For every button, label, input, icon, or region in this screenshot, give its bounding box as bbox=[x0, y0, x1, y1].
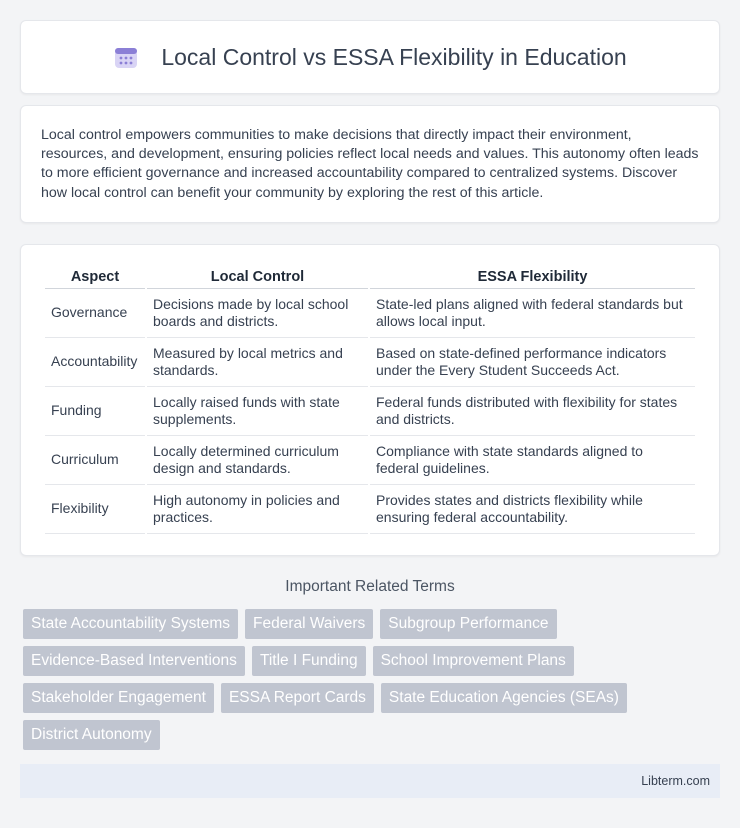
footer-site-link[interactable]: Libterm.com bbox=[641, 774, 710, 788]
table-cell-aspect: Governance bbox=[45, 289, 145, 338]
table-row bbox=[45, 436, 695, 485]
column-header-local-control: Local Control bbox=[147, 265, 368, 289]
table-cell-essa-flexibility: Federal funds distributed with flexibility for states and districts. bbox=[370, 387, 695, 436]
table-header-row bbox=[45, 265, 695, 289]
table-cell-aspect: Accountability bbox=[45, 338, 145, 387]
related-term-tag[interactable]: State Education Agencies (SEAs) bbox=[381, 683, 627, 713]
table-cell-aspect: Curriculum bbox=[45, 436, 145, 485]
intro-card bbox=[20, 105, 720, 223]
table-cell-local-control: Locally raised funds with state supplements. bbox=[147, 387, 368, 436]
column-header-aspect: Aspect bbox=[45, 265, 145, 289]
table-cell-local-control: Decisions made by local school boards and districts. bbox=[147, 289, 368, 338]
intro-text: Local control empowers communities to make decisions that directly impact their environment, resources, and development, ensuring policies reflect local needs and values. This autonomy often leads to more efficient governance and increased accountability compared to centralized systems. Discover how local control can benefit your community by exploring the rest of this article. bbox=[41, 127, 699, 201]
table-cell-local-control: High autonomy in policies and practices. bbox=[147, 485, 368, 534]
table-row bbox=[45, 485, 695, 534]
related-term-tag[interactable]: Subgroup Performance bbox=[380, 609, 556, 639]
related-term-tag[interactable]: State Accountability Systems bbox=[23, 609, 238, 639]
related-term-tag[interactable]: District Autonomy bbox=[23, 720, 160, 750]
table-cell-aspect: Funding bbox=[45, 387, 145, 436]
table-cell-essa-flexibility: State-led plans aligned with federal standards but allows local input. bbox=[370, 289, 695, 338]
table-row bbox=[45, 387, 695, 436]
page-title: Local Control vs ESSA Flexibility in Education bbox=[161, 43, 627, 70]
column-header-essa-flexibility: ESSA Flexibility bbox=[370, 265, 695, 289]
table-cell-local-control: Locally determined curriculum design and standards. bbox=[147, 436, 368, 485]
calendar-icon bbox=[113, 44, 139, 70]
table-row bbox=[45, 338, 695, 387]
table-cell-essa-flexibility: Compliance with state standards aligned to federal guidelines. bbox=[370, 436, 695, 485]
header-card bbox=[20, 20, 720, 94]
table-cell-local-control: Measured by local metrics and standards. bbox=[147, 338, 368, 387]
table-cell-aspect: Flexibility bbox=[45, 485, 145, 534]
table-cell-essa-flexibility: Based on state-defined performance indicators under the Every Student Succeeds Act. bbox=[370, 338, 695, 387]
footer bbox=[20, 764, 720, 798]
comparison-table-card bbox=[20, 244, 720, 556]
related-term-tag[interactable]: Evidence-Based Interventions bbox=[23, 646, 245, 676]
related-term-tag[interactable]: Federal Waivers bbox=[245, 609, 373, 639]
table-row bbox=[45, 289, 695, 338]
related-term-tag[interactable]: ESSA Report Cards bbox=[221, 683, 374, 713]
related-term-tag[interactable]: Stakeholder Engagement bbox=[23, 683, 214, 713]
comparison-table bbox=[43, 265, 697, 534]
related-term-tag[interactable]: Title I Funding bbox=[252, 646, 366, 676]
table-cell-essa-flexibility: Provides states and districts flexibility while ensuring federal accountability. bbox=[370, 485, 695, 534]
related-term-tag[interactable]: School Improvement Plans bbox=[373, 646, 574, 676]
related-terms-title: Important Related Terms bbox=[285, 578, 455, 595]
related-terms-list bbox=[23, 609, 713, 750]
